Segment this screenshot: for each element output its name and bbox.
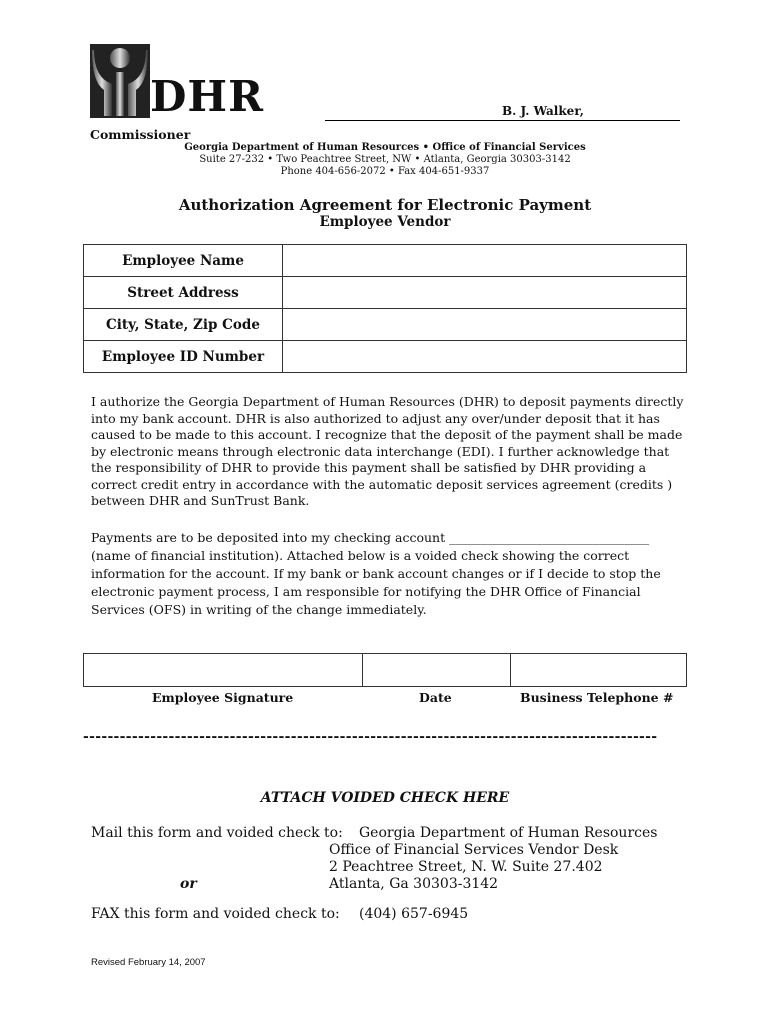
mail-address-line: Atlanta, Ga 30303-3142 (329, 876, 499, 892)
form-title: Authorization Agreement for Electronic Payment (178, 196, 592, 214)
street-address-label: Street Address (84, 277, 283, 309)
table-row (84, 277, 687, 309)
street-address-field[interactable] (283, 277, 687, 309)
deposit-prefix: Payments are to be deposited into my checking account (91, 530, 450, 545)
business-telephone-field[interactable] (511, 654, 687, 687)
agency-abbrev: DHR (150, 72, 265, 121)
attach-check-heading: ATTACH VOIDED CHECK HERE (260, 790, 510, 806)
mail-address-line: Georgia Department of Human Resources (359, 825, 658, 841)
date-field[interactable] (363, 654, 511, 687)
form-subtitle: Employee Vendor (319, 214, 451, 230)
cut-line: ---------------------------------------------------------------------------------------------- (83, 729, 658, 745)
header-divider (325, 120, 680, 121)
department-line: Georgia Department of Human Resources • Office of Financial Services (184, 142, 586, 153)
city-state-zip-field[interactable] (283, 309, 687, 341)
employee-info-table (83, 244, 687, 373)
address-line: Suite 27-232 • Two Peachtree Street, NW • Atlanta, Georgia 30303-3142 (199, 154, 571, 165)
deposit-paragraph (91, 529, 691, 619)
phone-line: Phone 404-656-2072 • Fax 404-651-9337 (280, 166, 490, 177)
mail-address-line: Office of Financial Services Vendor Desk (329, 842, 619, 858)
fax-number: (404) 657-6945 (359, 906, 469, 922)
city-state-zip-label: City, State, Zip Code (84, 309, 283, 341)
employee-signature-label: Employee Signature (152, 690, 294, 705)
table-row (84, 654, 687, 687)
mail-address-line: 2 Peachtree Street, N. W. Suite 27.402 (329, 859, 603, 875)
dhr-logo (90, 44, 150, 118)
employee-name-label: Employee Name (84, 245, 283, 277)
employee-signature-field[interactable] (84, 654, 363, 687)
deposit-rest: (name of financial institution). Attached below is a voided check showing the correct information for the account. If my bank or bank account changes or if I decide to stop the electronic payment process, I am responsible for notifying the DHR Office of Financial Services (OFS) in writing of the change immediately. (91, 548, 661, 617)
table-row (84, 245, 687, 277)
business-telephone-label: Business Telephone # (520, 690, 674, 705)
bank-name-blank[interactable]: ________________________________ (449, 530, 650, 545)
employee-id-label: Employee ID Number (84, 341, 283, 373)
employee-name-field[interactable] (283, 245, 687, 277)
commissioner-title: Commissioner (90, 127, 191, 142)
or-label: or (180, 876, 197, 892)
table-row (84, 309, 687, 341)
table-row (84, 341, 687, 373)
employee-id-field[interactable] (283, 341, 687, 373)
fax-intro: FAX this form and voided check to: (91, 906, 340, 922)
date-label: Date (419, 690, 452, 705)
signature-table (83, 653, 687, 687)
revision-date: Revised February 14, 2007 (91, 957, 206, 968)
mail-intro: Mail this form and voided check to: (91, 825, 343, 841)
commissioner-name: B. J. Walker, (502, 104, 584, 118)
authorization-paragraph: I authorize the Georgia Department of Human Resources (DHR) to deposit payments directly into my bank account. DHR is also authorized to adjust any over/under deposit that it has caused to be made to this account. I recognize that the deposit of the payment shall be made by electronic means through electronic data interchange (EDI). I further acknowledge that the responsibility of DHR to provide this payment shall be satisfied by DHR providing a correct credit entry in accordance with the automatic deposit services agreement (credits ) between DHR and SunTrust Bank. (91, 394, 684, 508)
